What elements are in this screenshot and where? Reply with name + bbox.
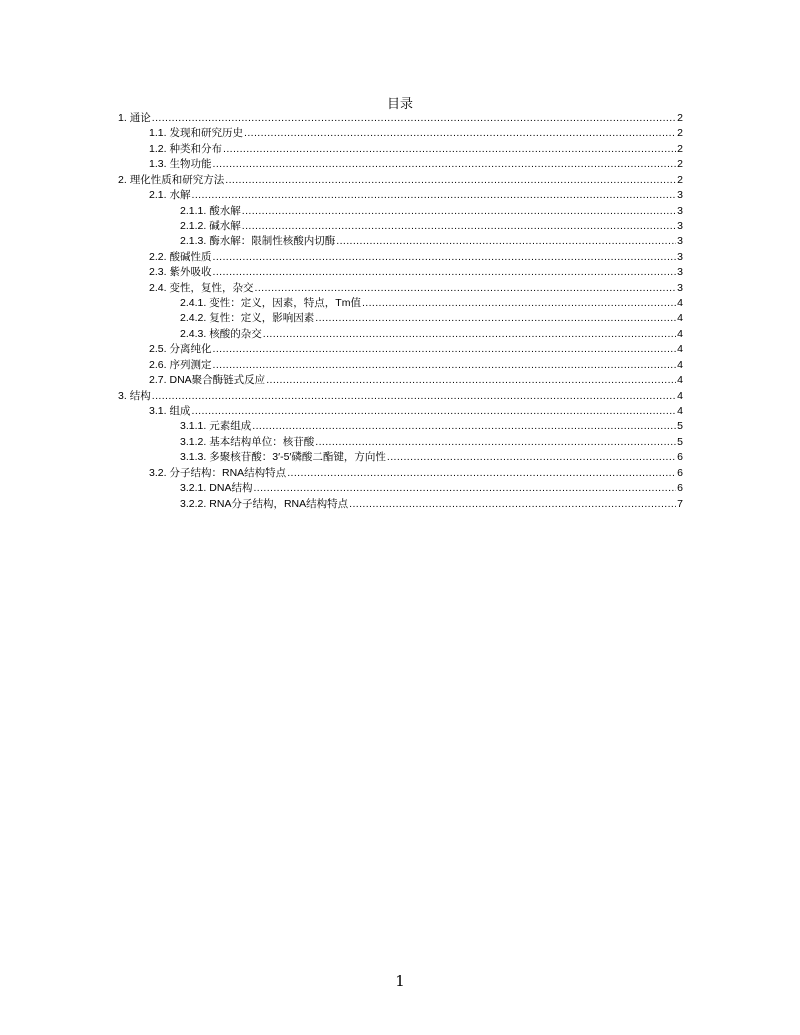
toc-entry-title: 元素组成	[209, 420, 252, 433]
toc-entry-page: 6	[677, 482, 683, 495]
table-of-contents	[118, 111, 683, 512]
toc-entry[interactable]	[118, 219, 683, 234]
toc-entry-title: 酸碱性质	[169, 250, 212, 263]
toc-entry-number: 3.2.1.	[180, 482, 207, 495]
toc-entry-title: 发现和研究历史	[169, 127, 244, 140]
toc-entry-title: RNA分子结构，RNA结构特点	[209, 497, 349, 510]
toc-leader-dots	[213, 157, 677, 172]
toc-entry-number: 3.1.	[149, 405, 167, 418]
toc-entry-page: 3	[677, 281, 683, 294]
toc-entry-number: 1.3.	[149, 158, 167, 171]
toc-entry-number: 3.	[118, 389, 127, 402]
toc-entry-title: 多聚核苷酸：3′-5′磷酸二酯键，方向性	[209, 451, 386, 464]
toc-leader-dots	[223, 142, 676, 157]
toc-entry-number: 3.1.3.	[180, 451, 207, 464]
toc-entry-page: 3	[677, 219, 683, 232]
toc-title: 目录	[386, 97, 413, 112]
toc-entry-number: 2.7.	[149, 374, 167, 387]
toc-entry-title: 种类和分布	[169, 142, 223, 155]
toc-entry[interactable]	[118, 157, 683, 172]
toc-entry[interactable]	[118, 204, 683, 219]
toc-entry-number: 3.1.2.	[180, 435, 207, 448]
toc-entry-title: 变性，复性，杂交	[169, 281, 254, 294]
toc-entry-page: 4	[677, 312, 683, 325]
toc-entry-page: 5	[677, 435, 683, 448]
toc-leader-dots	[266, 373, 676, 388]
toc-entry[interactable]	[118, 296, 683, 311]
toc-entry-page: 2	[677, 127, 683, 140]
toc-entry-page: 4	[677, 343, 683, 356]
toc-entry[interactable]	[118, 188, 683, 203]
toc-entry[interactable]	[118, 311, 683, 326]
toc-entry-title: 组成	[169, 405, 191, 418]
toc-leader-dots	[349, 497, 676, 512]
toc-entry[interactable]	[118, 373, 683, 388]
toc-entry-title: 分子结构：RNA结构特点	[169, 466, 287, 479]
toc-leader-dots	[213, 265, 677, 280]
toc-entry-title: 变性：定义，因素，特点，Tm值	[209, 297, 361, 310]
toc-entry-title: 水解	[169, 189, 191, 202]
toc-entry[interactable]	[118, 142, 683, 157]
toc-entry-title: 紫外吸收	[169, 266, 212, 279]
toc-entry-number: 2.6.	[149, 358, 167, 371]
toc-entry[interactable]	[118, 250, 683, 265]
toc-entry-number: 2.4.1.	[180, 297, 207, 310]
toc-entry-page: 4	[677, 405, 683, 418]
toc-entry[interactable]	[118, 111, 683, 126]
toc-entry-page: 3	[677, 250, 683, 263]
page-number: 1	[395, 972, 405, 990]
toc-leader-dots	[263, 327, 676, 342]
toc-entry-title: 复性：定义，影响因素	[209, 312, 315, 325]
toc-entry[interactable]	[118, 234, 683, 249]
toc-entry-number: 2.1.	[149, 189, 167, 202]
toc-entry-page: 2	[677, 158, 683, 171]
toc-entry-title: 理化性质和研究方法	[129, 173, 225, 186]
toc-entry-number: 2.1.3.	[180, 235, 207, 248]
toc-entry[interactable]	[118, 342, 683, 357]
toc-entry[interactable]	[118, 404, 683, 419]
toc-entry-number: 2.5.	[149, 343, 167, 356]
toc-entry[interactable]	[118, 466, 683, 481]
toc-leader-dots	[242, 204, 676, 219]
toc-entry[interactable]	[118, 481, 683, 496]
toc-entry[interactable]	[118, 435, 683, 450]
toc-entry-number: 2.4.2.	[180, 312, 207, 325]
toc-entry-title: 序列测定	[169, 358, 212, 371]
toc-entry-page: 4	[677, 297, 683, 310]
toc-entry-title: DNA结构	[209, 482, 253, 495]
toc-entry-title: 酸水解	[209, 204, 241, 217]
toc-entry-page: 3	[677, 204, 683, 217]
toc-entry-page: 2	[677, 112, 683, 124]
toc-entry-number: 3.2.	[149, 466, 167, 479]
toc-entry-page: 4	[677, 358, 683, 371]
toc-leader-dots	[387, 450, 676, 465]
toc-leader-dots	[213, 250, 677, 265]
toc-entry-title: 分离纯化	[169, 343, 212, 356]
toc-entry-number: 3.2.2.	[180, 497, 207, 510]
toc-leader-dots	[287, 466, 676, 481]
toc-leader-dots	[252, 419, 676, 434]
toc-entry-title: 酶水解：限制性核酸内切酶	[209, 235, 336, 248]
toc-leader-dots	[315, 435, 676, 450]
toc-entry[interactable]	[118, 126, 683, 141]
toc-entry[interactable]	[118, 358, 683, 373]
toc-entry[interactable]	[118, 173, 683, 188]
toc-leader-dots	[362, 296, 676, 311]
toc-entry-title: 生物功能	[169, 158, 212, 171]
toc-leader-dots	[242, 219, 676, 234]
toc-entry[interactable]	[118, 327, 683, 342]
toc-entry-page: 2	[677, 173, 683, 186]
toc-leader-dots	[152, 389, 676, 404]
toc-leader-dots	[315, 311, 676, 326]
toc-leader-dots	[253, 481, 676, 496]
toc-leader-dots	[213, 358, 677, 373]
toc-leader-dots	[213, 342, 677, 357]
toc-entry-page: 4	[677, 327, 683, 340]
toc-leader-dots	[225, 173, 676, 188]
toc-entry[interactable]	[118, 281, 683, 296]
toc-entry-page: 5	[677, 420, 683, 433]
toc-entry-number: 1.	[118, 112, 127, 124]
toc-entry-title: 核酸的杂交	[209, 327, 262, 340]
toc-leader-dots	[244, 126, 676, 141]
toc-entry-number: 2.2.	[149, 250, 167, 263]
toc-entry-number: 2.1.2.	[180, 219, 207, 232]
toc-leader-dots	[192, 188, 677, 203]
toc-entry-title: 碱水解	[209, 219, 241, 232]
toc-entry[interactable]	[118, 419, 683, 434]
toc-entry-number: 2.1.1.	[180, 204, 207, 217]
toc-entry-page: 3	[677, 266, 683, 279]
toc-entry-number: 3.1.1.	[180, 420, 207, 433]
toc-entry-number: 2.4.3.	[180, 327, 207, 340]
toc-entry-title: DNA聚合酶链式反应	[169, 374, 266, 387]
toc-entry-number: 2.	[118, 173, 127, 186]
toc-entry-title: 通论	[129, 112, 151, 124]
toc-entry[interactable]	[118, 265, 683, 280]
toc-entry-number: 1.1.	[149, 127, 167, 140]
toc-entry-title: 基本结构单位：核苷酸	[209, 435, 315, 448]
toc-entry-page: 3	[677, 235, 683, 248]
toc-entry-number: 2.4.	[149, 281, 167, 294]
toc-entry-page: 2	[677, 142, 683, 155]
toc-leader-dots	[255, 281, 677, 296]
toc-entry[interactable]	[118, 450, 683, 465]
toc-entry-title: 结构	[129, 389, 151, 402]
toc-entry[interactable]	[118, 497, 683, 512]
toc-entry-page: 4	[677, 389, 683, 402]
toc-entry-page: 7	[677, 497, 683, 510]
toc-entry-number: 2.3.	[149, 266, 167, 279]
toc-entry-page: 6	[677, 451, 683, 464]
toc-entry[interactable]	[118, 389, 683, 404]
toc-entry-number: 1.2.	[149, 142, 167, 155]
toc-leader-dots	[192, 404, 677, 419]
toc-leader-dots	[152, 111, 676, 126]
toc-leader-dots	[336, 234, 676, 249]
toc-entry-page: 4	[677, 374, 683, 387]
toc-entry-page: 6	[677, 466, 683, 479]
toc-entry-page: 3	[677, 189, 683, 202]
